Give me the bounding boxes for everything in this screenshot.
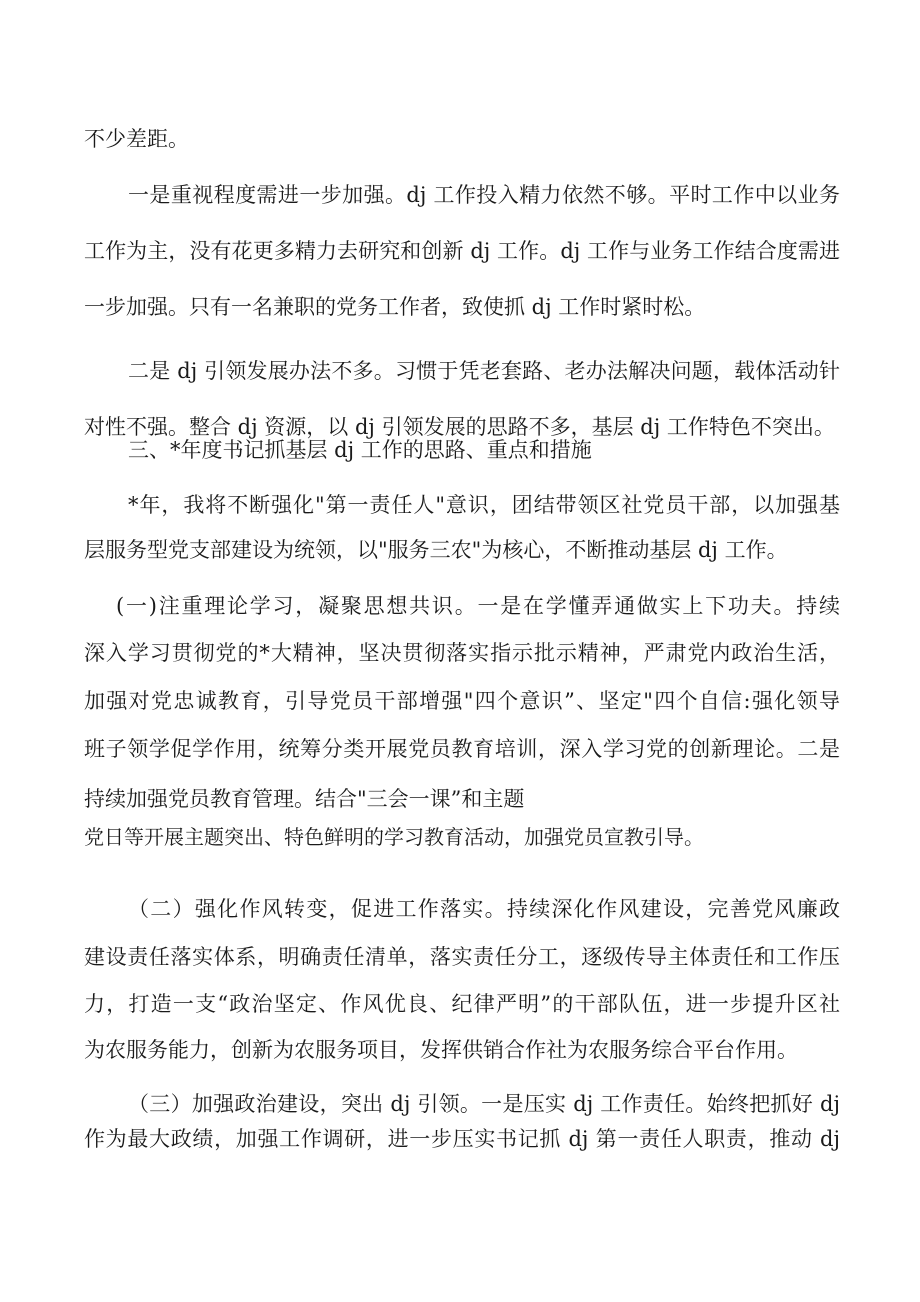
text-line: 持续加强党员教育管理。结合"三会一课”和主题 [84, 787, 525, 811]
text-line: 为农服务能力，创新为农服务项目，发挥供销合作社为农服务综合平台作用。 [84, 1038, 798, 1062]
text-line: （三）加强政治建设，突出 dj 引领。一是压实 dj 工作责任。始终把抓好 dj [128, 1092, 840, 1116]
text-line: 力，打造一支“政治坚定、作风优良、纪律严明”的干部队伍，进一步提升区社 [84, 992, 840, 1016]
text-line: 二是 dj 引领发展办法不多。习惯于凭老套路、老办法解决问题，载体活动针 [128, 359, 840, 383]
text-line: 建设责任落实体系，明确责任清单，落实责任分工，逐级传导主体责任和工作压 [84, 945, 840, 969]
text-line: (一)注重理论学习，凝聚思想共识。一是在学懂弄通做实上下功夫。持续 [116, 594, 840, 618]
text-line: 加强对党忠诚教育，引导党员干部增强"四个意识”、坚定"四个自信:强化领导 [84, 689, 840, 713]
text-line: *年，我将不断强化"第一责任人"意识，团结带领区社党员干部，以加强基 [128, 493, 840, 517]
text-line: 层服务型党支部建设为统领，以"服务三农"为核心，不断推动基层 dj 工作。 [84, 538, 788, 562]
text-line: 一是重视程度需进一步加强。dj 工作投入精力依然不够。平时工作中以业务 [128, 183, 840, 207]
section-heading: 三、*年度书记抓基层 dj 工作的思路、重点和措施 [128, 438, 592, 462]
text-line: 党日等开展主题突出、特色鲜明的学习教育活动，加强党员宣教引导。 [84, 825, 704, 849]
text-line: 深入学习贯彻党的*大精神，坚决贯彻落实指示批示精神，严肃党内政治生活， [84, 641, 840, 665]
text-line: 一步加强。只有一名兼职的党务工作者，致使抓 dj 工作时紧时松。 [84, 295, 706, 319]
text-line: 作为最大政绩，加强工作调研，进一步压实书记抓 dj 第一责任人职责，推动 dj [84, 1127, 840, 1151]
text-line: 工作为主，没有花更多精力去研究和创新 dj 工作。dj 工作与业务工作结合度需进 [84, 239, 840, 263]
text-line: 班子领学促学作用，统筹分类开展党员教育培训，深入学习党的创新理论。二是 [84, 737, 840, 761]
text-line: 对性不强。整合 dj 资源，以 dj 引领发展的思路不多，基层 dj 工作特色不突出。 [84, 415, 835, 439]
text-line: 不少差距。 [84, 127, 189, 151]
text-line: （二）强化作风转变，促进工作落实。持续深化作风建设，完善党风廉政 [128, 897, 840, 921]
